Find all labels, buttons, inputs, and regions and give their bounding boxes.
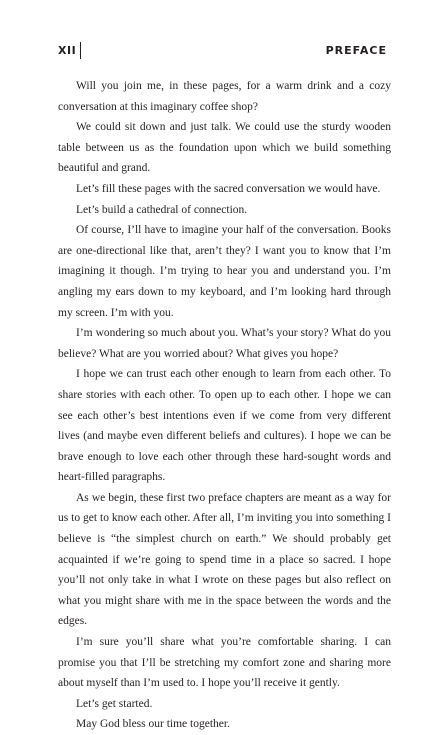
paragraph: I’m sure you’ll share what you’re comfortable sharing. I can promise you that I’ll be stretching my comfort zone and sharing more about myself than I’m used to. I hope you’ll receive it gently. — [58, 636, 391, 690]
paragraph: Let’s build a cathedral of connection. — [76, 203, 248, 216]
paragraph: Let’s fill these pages with the sacred conversation we would have. — [76, 182, 381, 195]
paragraph: Will you join me, in these pages, for a warm drink and a cozy conversation at this imaginary coffee shop? — [58, 80, 391, 113]
paragraph: Of course, I’ll have to imagine your half of the conversation. Books are one-directional like that, aren’t they? I want you to know that I’m imagining it though. I’m trying to hear you and understand you. I’m angling my ears down to my keyboard, and I’m looking hard through my screen. I’m with you. — [58, 224, 391, 319]
page-number: XII — [58, 44, 77, 57]
paragraph: May God bless our time together. — [76, 718, 230, 731]
body-text — [58, 76, 391, 735]
paragraph: Let’s get started. — [76, 697, 153, 710]
paragraph: We could sit down and just talk. We could use the sturdy wooden table between us as the foundation upon which we build something beautiful and grand. — [58, 121, 391, 175]
paragraph: As we begin, these first two preface chapters are meant as a way for us to get to know each other. After all, I’m inviting you into something I believe is “the simplest church on earth.” We should probably get acquainted if we’re going to spend time in a place so sacred. I hope you’ll not only take in what I wrote on these pages but also reflect on what you might share with me in the space between the words and the edges. — [58, 491, 391, 628]
section-title: PREFACE — [325, 44, 387, 57]
header-divider — [80, 42, 81, 59]
paragraph: I’m wondering so much about you. What’s your story? What do you believe? What are you worried about? What gives you hope? — [58, 327, 391, 360]
running-head — [58, 44, 387, 60]
paragraph: I hope we can trust each other enough to learn from each other. To share stories with each other. To open up to each other. I hope we can see each other’s best intentions even if we come from very different lives (and maybe even different beliefs and cultures). I hope we can be brave enough to love each other through these hard-sought words and heart-filled paragraphs. — [58, 368, 391, 484]
